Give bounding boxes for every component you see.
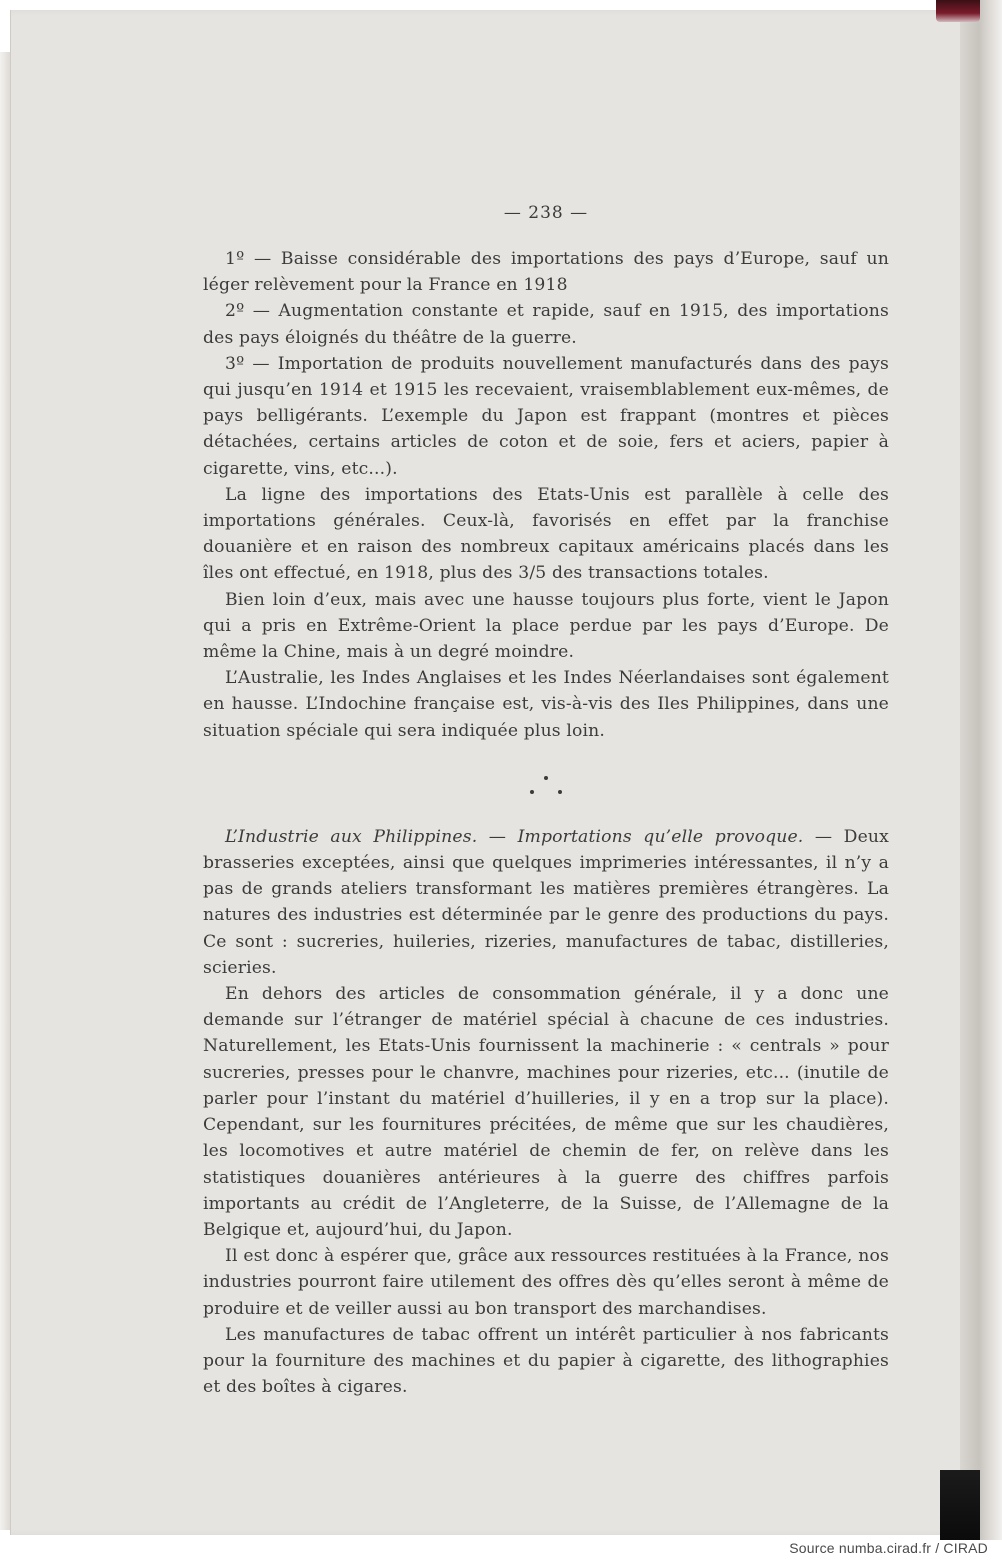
section-separator [203, 762, 889, 822]
bookmark-ribbon-bottom [940, 1470, 980, 1540]
page-right-edge [960, 0, 1002, 1540]
paragraph-2: 2º — Augmentation constante et rapide, sauf en 1915, des importations des pays éloignés du théâtre de la guerre. [203, 301, 889, 348]
separator-dot [530, 790, 534, 794]
section-paragraph [203, 824, 889, 981]
source-credit: Source numba.cirad.fr / CIRAD [789, 1540, 988, 1556]
paragraph-7: En dehors des articles de consommation générale, il y a donc une demande sur l’étranger de matériel spécial à chacune de ces industries. Naturellement, les Etats-Unis fournissent la machinerie : « centrals » pour sucreries, presses pour le chanvre, machines pour rizeries, etc... (inutile de parler pour l’instant du matériel d’huilleries, il y en a trop sur la place). Cependant, sur les fournitures précitées, de même que sur les chaudières, les locomotives et autre matériel de chemin de fer, on relève dans les statistiques douanières antérieures à la guerre des chiffres parfois importants au crédit de l’Angleterre, de la Suisse, de l’Allemagne de la Belgique et, aujourd’hui, du Japon. [203, 984, 889, 1240]
page-content [203, 200, 889, 1400]
section-title: L’Industrie aux Philippines. — Importations qu’elle provoque. [225, 826, 804, 847]
paragraph-8: Il est donc à espérer que, grâce aux ressources restituées à la France, nos industries pourront faire utilement des offres dès qu’elles seront à même de produire et de veiller aussi au bon transport des marchandises. [203, 1246, 889, 1319]
paragraph-1: 1º — Baisse considérable des importations des pays d’Europe, sauf un léger relèvement pour la France en 1918 [203, 249, 889, 296]
paragraph-9: Les manufactures de tabac offrent un intérêt particulier à nos fabricants pour la fourniture des machines et du papier à cigarette, des lithographies et des boîtes à cigares. [203, 1324, 889, 1398]
bookmark-ribbon-top [936, 0, 980, 22]
paragraph-4: La ligne des importations des Etats-Unis est parallèle à celle des importations générales. Ceux-là, favorisés en effet par la franchise douanière et en raison des nombreux capitaux américains placés dans les îles ont effectué, en 1918, plus des 3/5 des transactions totales. [203, 484, 889, 584]
paragraph-6: L’Australie, les Indes Anglaises et les Indes Néerlandaises sont également en hausse. L’Indochine française est, vis-à-vis des Iles Philippines, dans une situation spéciale qui sera indiquée plus loin. [203, 668, 889, 741]
paragraph-3: 3º — Importation de produits nouvellement manufacturés dans des pays qui jusqu’en 1914 et 1915 les recevaient, vraisemblablement eux-mêmes, de pays belligérants. L’exemple du Japon est frappant (montres et pièces détachées, certains articles de coton et de soie, fers et aciers, papier à cigarette, vins, etc...). [203, 353, 889, 479]
separator-dot [544, 776, 548, 780]
section-intro: — Deux brasseries exceptées, ainsi que quelques imprimeries intéressantes, il n’y a pas de grands ateliers transformant les matières premières étrangères. La natures des industries est déterminée par le genre des productions du pays. Ce sont : sucreries, huileries, rizeries, manufactures de tabac, distilleries, scieries. [203, 826, 889, 978]
scanned-page [10, 10, 971, 1535]
separator-dot [558, 790, 562, 794]
page-number: — 238 — [503, 203, 589, 223]
paragraph-5: Bien loin d’eux, mais avec une hausse toujours plus forte, vient le Japon qui a pris en Extrême-Orient la place perdue par les pays d’Europe. De même la Chine, mais à un degré moindre. [203, 589, 889, 663]
